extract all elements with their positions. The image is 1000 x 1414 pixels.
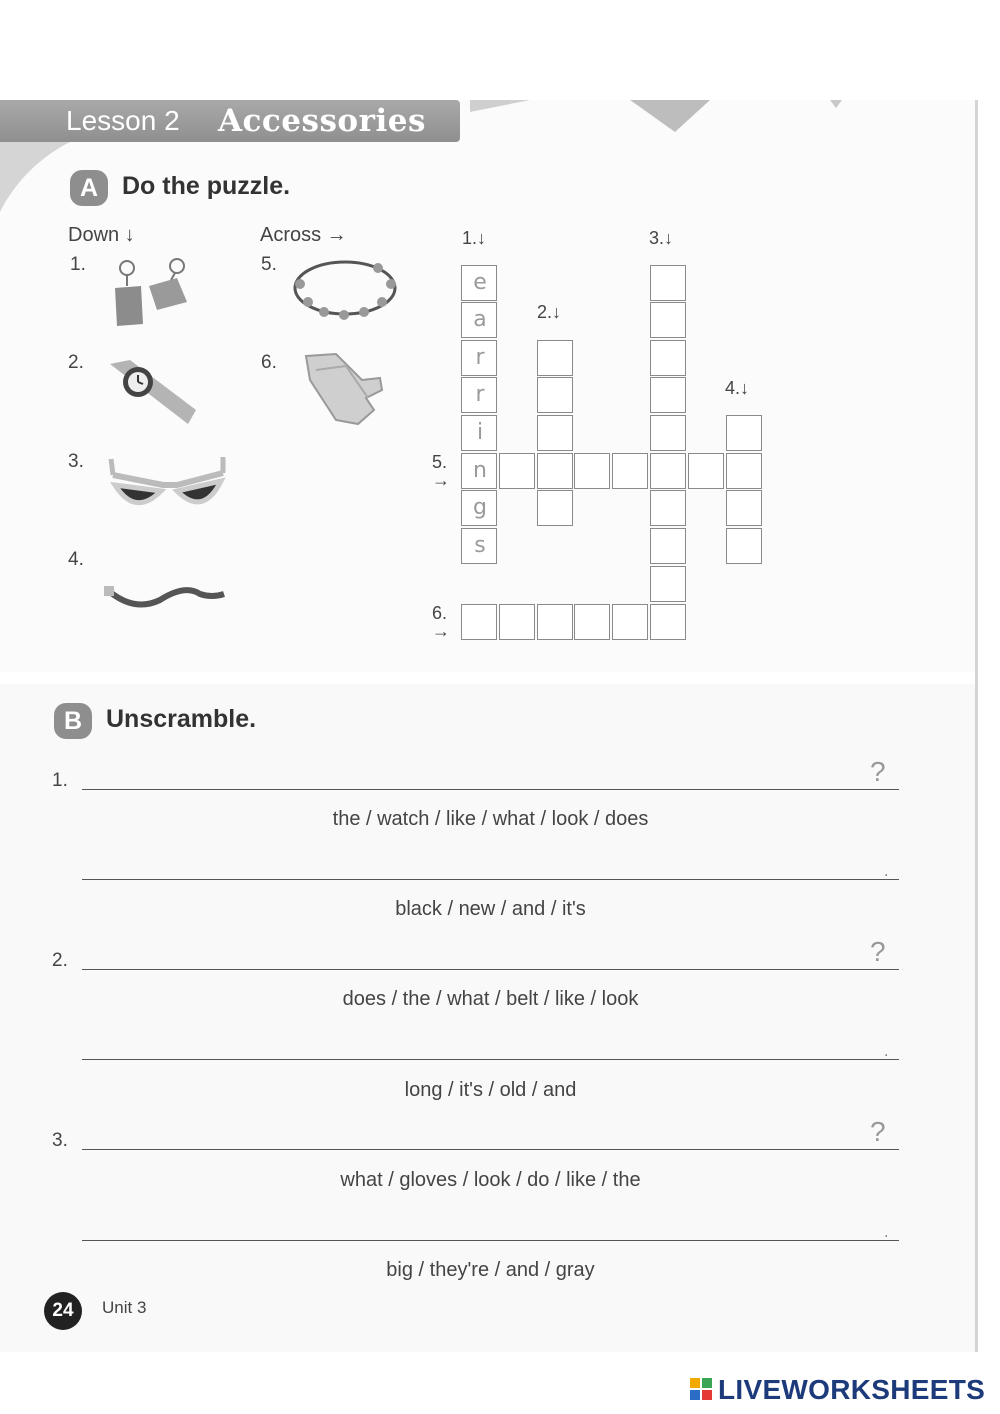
item-3-scrambled-question: what / gloves / look / do / like / the xyxy=(340,1169,641,1191)
period-mark: . xyxy=(884,1044,889,1060)
item-2-scrambled-question: does / the / what / belt / like / look xyxy=(342,988,639,1010)
grid-label-6-across: 6. xyxy=(432,603,448,623)
cell-3d-6[interactable] xyxy=(650,453,686,489)
cell-3d-10[interactable] xyxy=(650,604,686,640)
grid-label-3-down: 3.↓ xyxy=(649,228,674,248)
cell-letter: g xyxy=(473,495,487,520)
item-2-answer-line[interactable] xyxy=(82,1059,899,1060)
grid-arrow-5-across: → xyxy=(432,470,450,490)
page-number: 24 xyxy=(44,1292,82,1330)
across-clue-6-num: 6. xyxy=(261,352,277,373)
cell-6a-4[interactable] xyxy=(574,604,610,640)
cell-2d-5[interactable] xyxy=(537,490,573,526)
cell-5a-5[interactable] xyxy=(612,453,648,489)
cell-2d-3[interactable] xyxy=(537,415,573,451)
cell-4d-3[interactable] xyxy=(726,490,762,526)
across-clue-5-num: 5. xyxy=(261,254,277,275)
item-3-question-line[interactable] xyxy=(82,1149,899,1150)
item-3-scrambled-answer: big / they're / and / gray xyxy=(386,1259,595,1281)
period-mark: . xyxy=(884,864,889,880)
cell-1d-1[interactable] xyxy=(461,265,497,301)
cell-1d-2[interactable] xyxy=(461,302,497,338)
page-lower-panel xyxy=(0,684,975,1352)
liveworksheets-logo xyxy=(690,1374,985,1406)
cell-3d-3[interactable] xyxy=(650,340,686,376)
cell-letter: n xyxy=(473,458,487,483)
item-2-scrambled-answer: long / it's / old / and xyxy=(404,1079,577,1101)
cell-3d-8[interactable] xyxy=(650,528,686,564)
grid-label-5-across: 5. xyxy=(432,452,448,472)
cell-1d-6[interactable] xyxy=(461,453,497,489)
cell-3d-9[interactable] xyxy=(650,566,686,602)
cell-4d-4[interactable] xyxy=(726,528,762,564)
down-clue-1-num: 1. xyxy=(70,254,86,275)
down-clue-2-num: 2. xyxy=(68,352,84,373)
cell-letter: r xyxy=(475,382,485,407)
item-3-number: 3. xyxy=(52,1130,68,1151)
cell-letter: s xyxy=(474,533,486,558)
down-heading: Down ↓ xyxy=(68,224,135,246)
cell-3d-2[interactable] xyxy=(650,302,686,338)
down-clue-4-num: 4. xyxy=(68,549,84,570)
cell-6a-3[interactable] xyxy=(537,604,573,640)
cell-3d-7[interactable] xyxy=(650,490,686,526)
section-a-badge: A xyxy=(70,170,108,206)
item-1-scrambled-answer: black / new / and / it's xyxy=(395,898,586,920)
cell-letter: r xyxy=(475,345,485,370)
cell-letter: e xyxy=(473,270,487,295)
cell-1d-3[interactable] xyxy=(461,340,497,376)
grid-label-4-down: 4.↓ xyxy=(725,378,750,398)
grid-label-2-down: 2.↓ xyxy=(537,302,562,322)
brand-name: LIVEWORKSHEETS xyxy=(718,1374,986,1405)
brand-grid-icon xyxy=(690,1378,714,1402)
cell-5a-4[interactable] xyxy=(574,453,610,489)
cell-5a-2[interactable] xyxy=(499,453,535,489)
lesson-label: Lesson 2 xyxy=(66,105,180,136)
question-mark: ? xyxy=(870,756,886,787)
period-mark: . xyxy=(884,1225,889,1241)
item-1-number: 1. xyxy=(52,770,68,791)
cell-1d-8[interactable] xyxy=(461,528,497,564)
cell-2d-2[interactable] xyxy=(537,377,573,413)
grid-label-1-down: 1.↓ xyxy=(462,228,487,248)
cell-4d-2[interactable] xyxy=(726,453,762,489)
cell-5a-7[interactable] xyxy=(688,453,724,489)
cell-1d-4[interactable] xyxy=(461,377,497,413)
across-heading: Across → xyxy=(260,224,347,246)
cell-6a-1[interactable] xyxy=(461,604,497,640)
unit-label: Unit 3 xyxy=(102,1298,147,1317)
question-mark: ? xyxy=(870,936,886,967)
cell-2d-1[interactable] xyxy=(537,340,573,376)
item-3-answer-line[interactable] xyxy=(82,1240,899,1241)
cell-6a-5[interactable] xyxy=(612,604,648,640)
cell-1d-5[interactable] xyxy=(461,415,497,451)
cell-3d-1[interactable] xyxy=(650,265,686,301)
item-1-question-line[interactable] xyxy=(82,789,899,790)
section-b-title: Unscramble. xyxy=(106,705,257,733)
item-2-question-line[interactable] xyxy=(82,969,899,970)
cell-6a-2[interactable] xyxy=(499,604,535,640)
lesson-title: Accessories xyxy=(218,103,426,139)
cell-4d-1[interactable] xyxy=(726,415,762,451)
crossword-grid xyxy=(0,0,1000,700)
down-clue-3-num: 3. xyxy=(68,451,84,472)
cell-3d-4[interactable] xyxy=(650,377,686,413)
cell-1d-7[interactable] xyxy=(461,490,497,526)
question-mark: ? xyxy=(870,1116,886,1147)
grid-arrow-6-across: → xyxy=(432,621,450,641)
cell-letter: a xyxy=(473,307,487,332)
cell-letter: i xyxy=(476,420,484,445)
section-b-badge: B xyxy=(54,703,92,739)
cell-3d-5[interactable] xyxy=(650,415,686,451)
item-2-number: 2. xyxy=(52,950,68,971)
section-a-title: Do the puzzle. xyxy=(122,172,291,200)
item-1-scrambled-question: the / watch / like / what / look / does xyxy=(332,808,649,830)
cell-2d-4[interactable] xyxy=(537,453,573,489)
item-1-answer-line[interactable] xyxy=(82,879,899,880)
